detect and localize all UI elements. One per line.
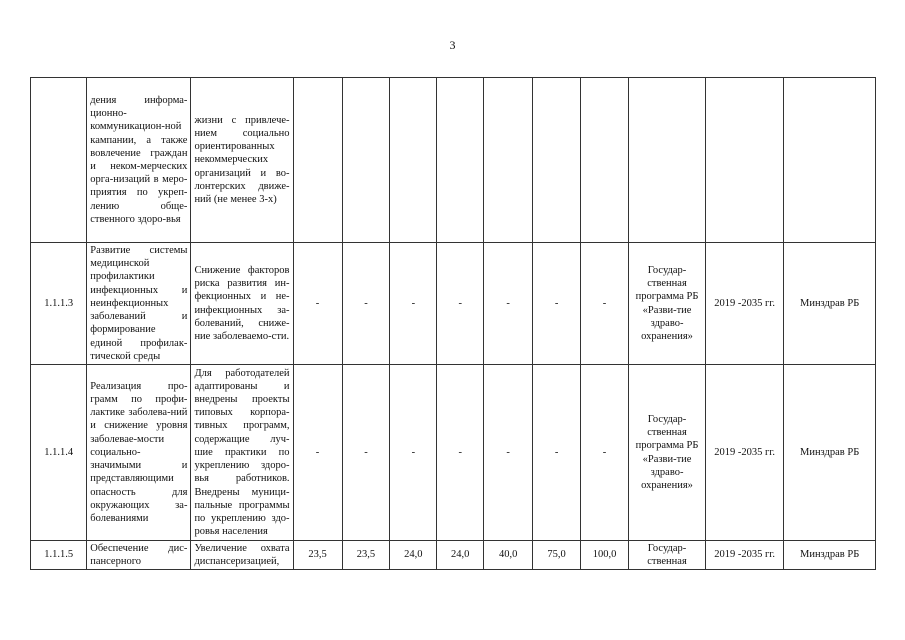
value-cell <box>484 78 533 243</box>
result-cell: Увеличение охвата диспансеризацией, <box>191 541 293 570</box>
value-cell <box>342 78 390 243</box>
program-cell: Государ-ственная <box>628 541 705 570</box>
value-cell: - <box>581 365 629 541</box>
value-cell: - <box>484 365 533 541</box>
value-cell: 23,5 <box>293 541 342 570</box>
responsible-cell: Минздрав РБ <box>784 541 876 570</box>
value-cell: - <box>437 243 484 365</box>
table-row <box>31 541 876 570</box>
value-cell: - <box>533 243 581 365</box>
action-cell: дения информа-ционно-коммуникацион-ной кампании, а также вовлечение граждан и неком-мерческих орга-низаций в меро-приятия по укреп-лению обще-ственного здоро-вья <box>87 78 191 243</box>
program-cell: Государ-ственная программа РБ «Разви-тие здраво-охранения» <box>628 365 705 541</box>
responsible-cell: Минздрав РБ <box>784 365 876 541</box>
value-cell: 100,0 <box>581 541 629 570</box>
period-cell: 2019 -2035 гг. <box>706 243 784 365</box>
value-cell: 24,0 <box>437 541 484 570</box>
value-cell: 40,0 <box>484 541 533 570</box>
result-cell: жизни с привлече-нием социально ориентированных некоммерческих организаций и во-лонтерских движе-ний (не менее 3-х) <box>191 78 293 243</box>
result-cell: Для работодателей адаптированы и внедрены проекты типовых корпора-тивных программ, содержащие луч-шие практики по укреплению здоро-вья работников. Внедрены муници-пальные программы по укреплению здо-ровья населения <box>191 365 293 541</box>
row-number: 1.1.1.5 <box>31 541 87 570</box>
plan-table <box>30 77 876 570</box>
value-cell: - <box>390 243 437 365</box>
action-cell: Реализация про-грамм по профи-лактике заболева-ний и снижение уровня заболевае-мости социально-значимыми и представляющими опасность для окружающих за-болеваниями <box>87 365 191 541</box>
value-cell: - <box>581 243 629 365</box>
value-cell: 75,0 <box>533 541 581 570</box>
value-cell: 23,5 <box>342 541 390 570</box>
page-number: 3 <box>449 38 456 52</box>
responsible-cell: Минздрав РБ <box>784 243 876 365</box>
value-cell: - <box>293 243 342 365</box>
action-cell: Обеспечение дис-пансерного <box>87 541 191 570</box>
value-cell <box>581 78 629 243</box>
action-cell: Развитие системы медицинской профилактики инфекционных и неинфекционных заболеваний и формирование единой профилак-тической среды <box>87 243 191 365</box>
responsible-cell <box>784 78 876 243</box>
value-cell: - <box>342 365 390 541</box>
value-cell <box>533 78 581 243</box>
row-number <box>31 78 87 243</box>
period-cell <box>706 78 784 243</box>
value-cell: - <box>437 365 484 541</box>
value-cell: 24,0 <box>390 541 437 570</box>
value-cell <box>390 78 437 243</box>
table-row <box>31 243 876 365</box>
period-cell: 2019 -2035 гг. <box>706 541 784 570</box>
value-cell <box>437 78 484 243</box>
table-row <box>31 365 876 541</box>
value-cell: - <box>342 243 390 365</box>
row-number: 1.1.1.3 <box>31 243 87 365</box>
program-cell: Государ-ственная программа РБ «Разви-тие здраво-охранения» <box>628 243 705 365</box>
value-cell: - <box>293 365 342 541</box>
value-cell: - <box>390 365 437 541</box>
result-cell: Снижение факторов риска развития ин-фекционных и не-инфекционных за-болеваний, сниже-ние заболеваемо-сти. <box>191 243 293 365</box>
period-cell: 2019 -2035 гг. <box>706 365 784 541</box>
program-cell <box>628 78 705 243</box>
value-cell: - <box>484 243 533 365</box>
table-row <box>31 78 876 243</box>
value-cell <box>293 78 342 243</box>
value-cell: - <box>533 365 581 541</box>
row-number: 1.1.1.4 <box>31 365 87 541</box>
